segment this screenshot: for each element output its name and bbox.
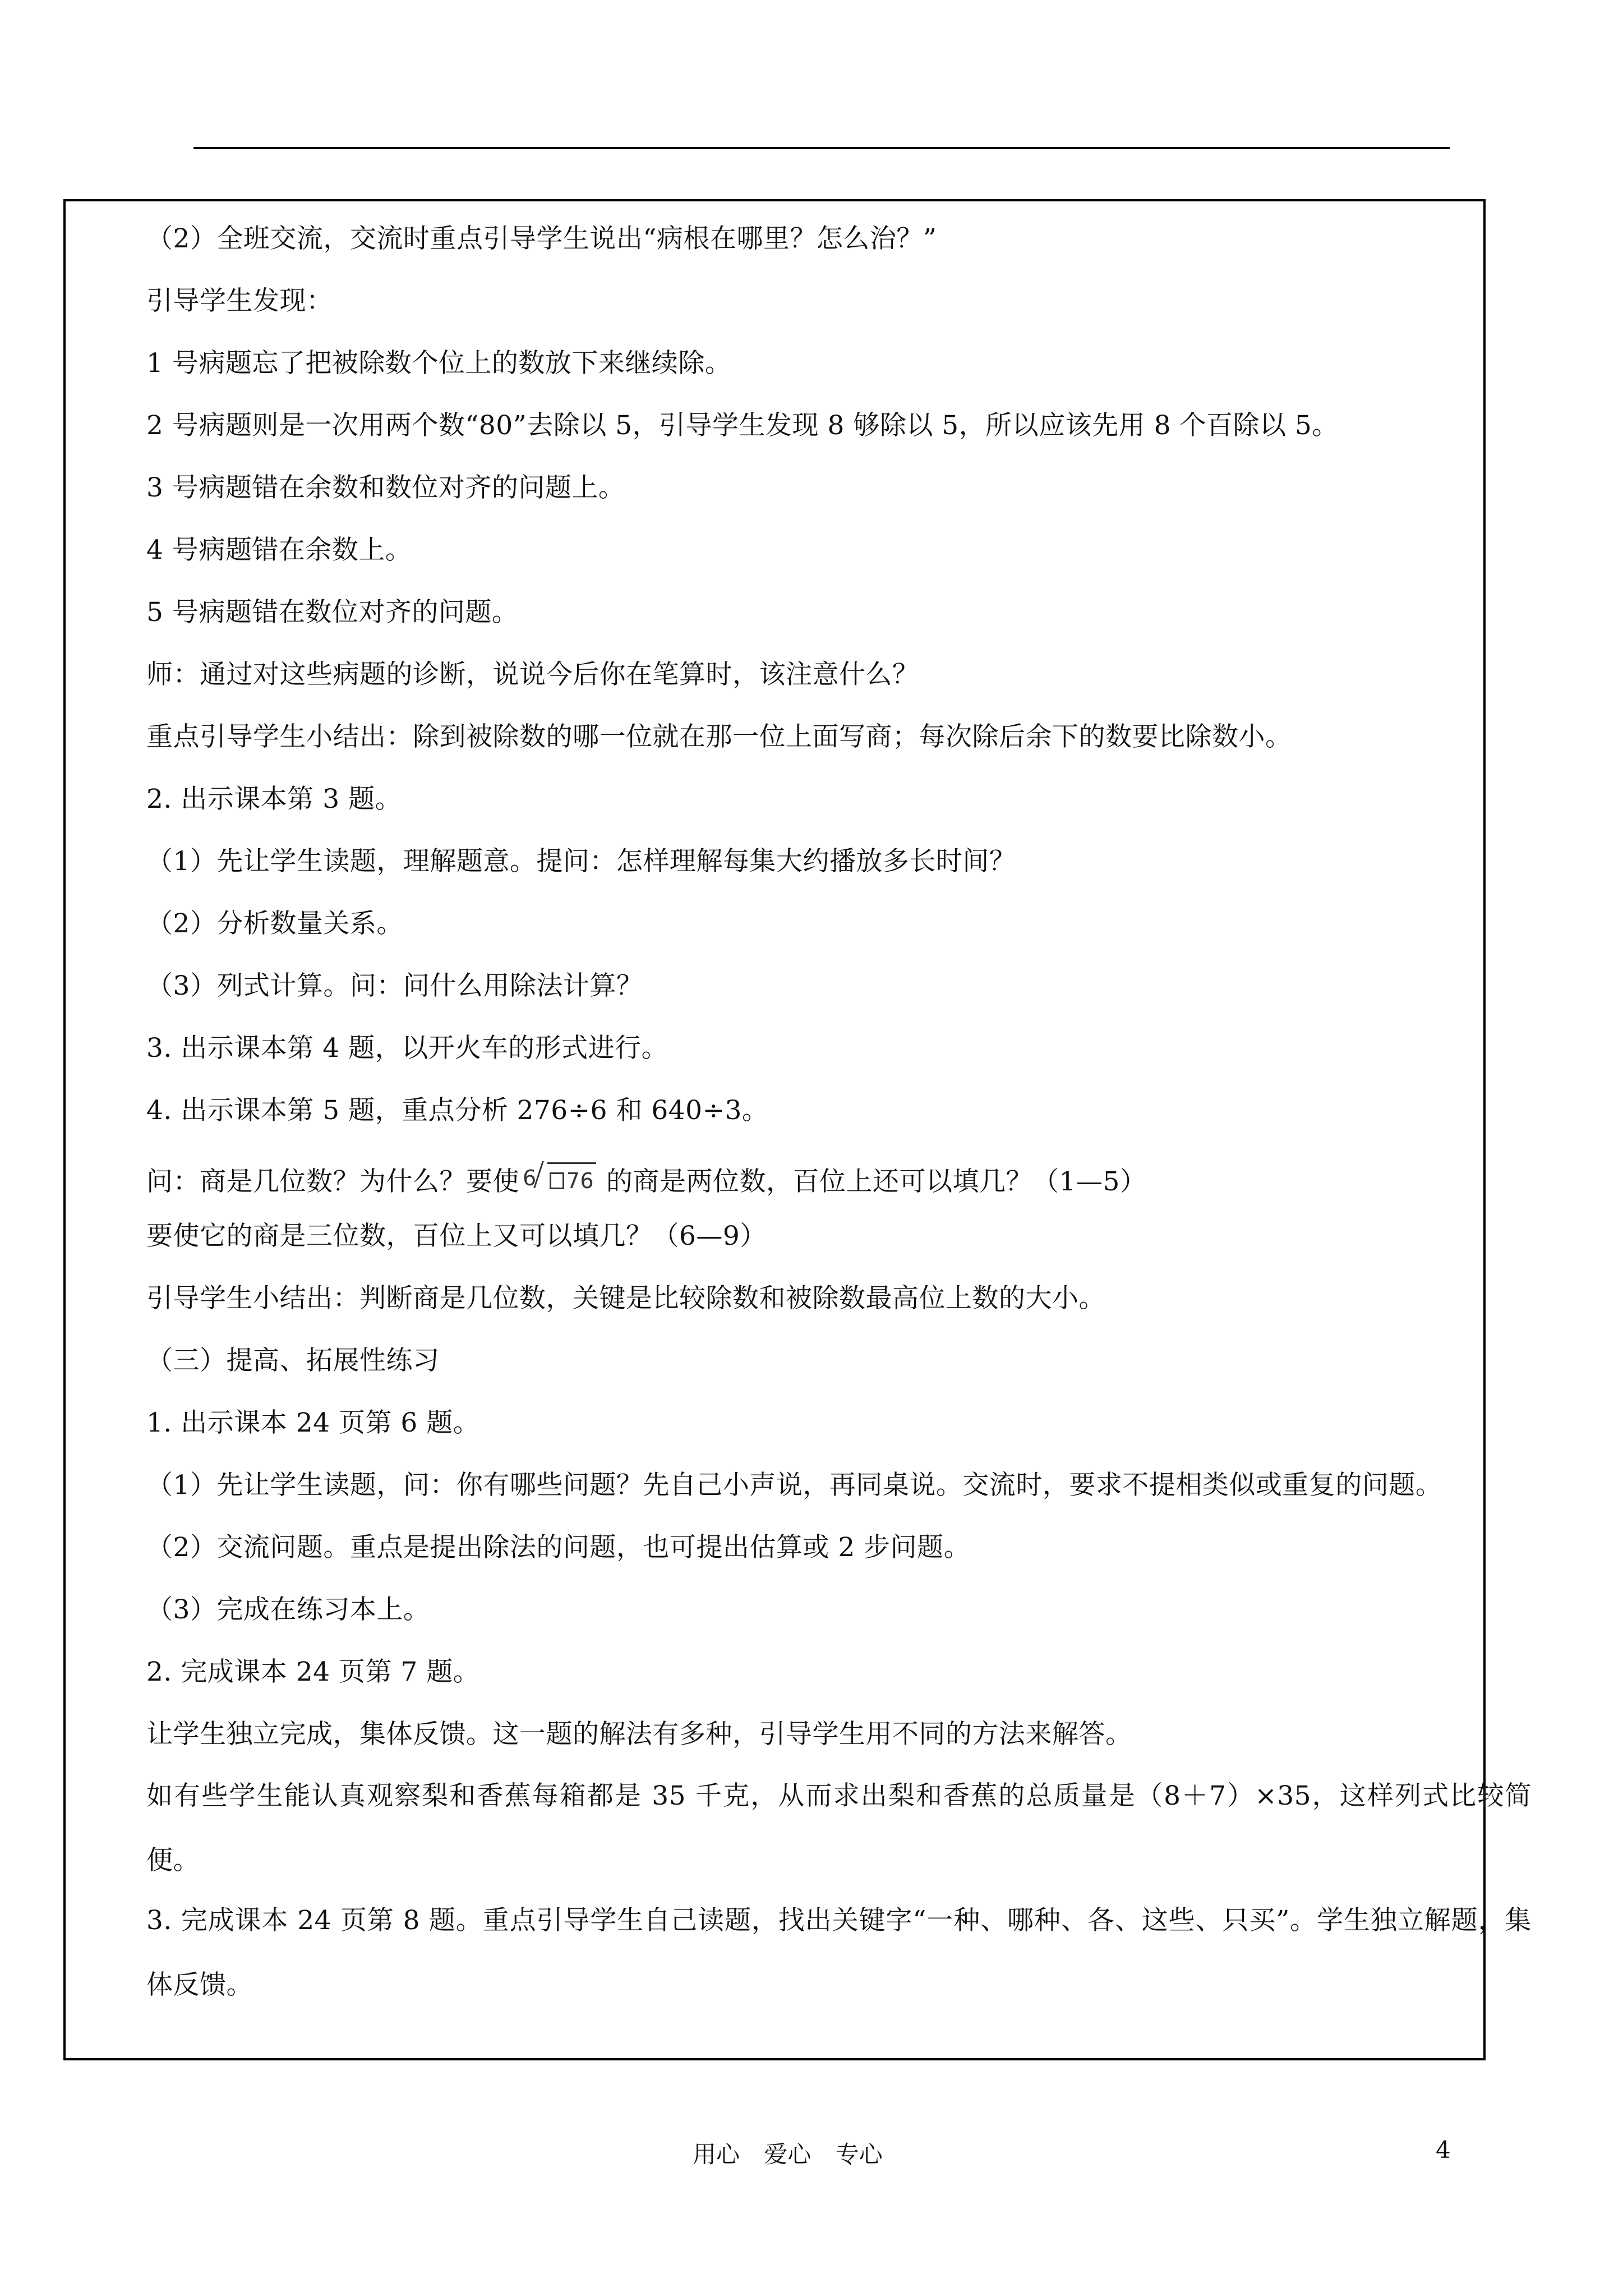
paragraph-summary-1: 重点引导学生小结出：除到被除数的哪一位就在那一位上面写商；每次除后余下的数要比除数小。 <box>146 721 1292 752</box>
footer-motto: 用心 爱心 专心 <box>693 2141 883 2168</box>
paragraph-exercise-4: 3. 出示课本第 4 题，以开火车的形式进行。 <box>146 1033 668 1064</box>
paragraph-error-5: 5 号病题错在数位对齐的问题。 <box>146 597 519 628</box>
paragraph-exercise-6: 1. 出示课本 24 页第 6 题。 <box>146 1407 480 1438</box>
paragraph-exercise-5: 4. 出示课本第 5 题，重点分析 276÷6 和 640÷3。 <box>146 1095 769 1126</box>
paragraph-teacher-question: 师：通过对这些病题的诊断，说说今后你在笔算时，该注意什么？ <box>146 659 919 690</box>
paragraph-exercise-8: 3. 完成课本 24 页第 8 题。重点引导学生自己读题，找出关键字“一种、哪种、各、这些、只买”。学生独立解题，集体反馈。 <box>146 1905 1532 2000</box>
content-frame <box>63 199 1532 2060</box>
header-rule <box>193 147 1450 149</box>
paragraph-independent: 让学生独立完成，集体反馈。这一题的解法有多种，引导学生用不同的方法来解答。 <box>146 1719 1132 1750</box>
dividend-digits: 76 <box>566 1168 594 1193</box>
paragraph-error-1: 1 号病题忘了把被除数个位上的数放下来继续除。 <box>146 348 732 379</box>
paragraph-analyze: （2）分析数量关系。 <box>146 908 403 939</box>
quotient-question-start: 问：商是几位数？为什么？要使 <box>146 1166 519 1197</box>
section-heading-extension: （三）提高、拓展性练习 <box>146 1345 440 1376</box>
paragraph-exchange-questions: （2）交流问题。重点是提出除法的问题，也可提出估算或 2 步问题。 <box>146 1532 971 1563</box>
dividend <box>547 1162 596 1198</box>
paragraph-class-discussion: （2）全班交流，交流时重点引导学生说出“病根在哪里？怎么治？” <box>146 223 937 254</box>
paragraph-exercise-3: 2. 出示课本第 3 题。 <box>146 784 402 815</box>
quotient-question-end: 的商是两位数，百位上还可以填几？（1—5） <box>606 1166 1147 1197</box>
paragraph-compute: （3）列式计算。问：问什么用除法计算？ <box>146 970 643 1001</box>
divisor-digit: 6 <box>523 1166 537 1190</box>
paragraph-guide-discover: 引导学生发现： <box>146 286 333 316</box>
paragraph-error-3: 3 号病题错在余数和数位对齐的问题上。 <box>146 472 625 503</box>
page-number: 4 <box>1436 2136 1451 2164</box>
long-division-symbol <box>523 1167 596 1203</box>
blank-box <box>550 1172 564 1189</box>
paragraph-summary-2: 引导学生小结出：判断商是几位数，关键是比较除数和被除数最高位上数的大小。 <box>146 1283 1105 1314</box>
paragraph-read-problem: （1）先让学生读题，理解题意。提问：怎样理解每集大约播放多长时间？ <box>146 846 1016 877</box>
paragraph-three-digit-quotient: 要使它的商是三位数，百位上又可以填几？（6—9） <box>146 1221 767 1251</box>
paragraph-error-2: 2 号病题则是一次用两个数“80”去除以 5，引导学生发现 8 够除以 5，所以应该先用 8 个百除以 5。 <box>146 410 1339 441</box>
paragraph-workbook: （3）完成在练习本上。 <box>146 1594 430 1625</box>
paragraph-exercise-7: 2. 完成课本 24 页第 7 题。 <box>146 1657 480 1687</box>
paragraph-pear-banana: 如有些学生能认真观察梨和香蕉每箱都是 35 千克，从而求出梨和香蕉的总质量是（8＋7）×35，这样列式比较简便。 <box>146 1780 1532 1876</box>
paragraph-ask-questions: （1）先让学生读题，问：你有哪些问题？先自己小声说，再同桌说。交流时，要求不提相类似或重复的问题。 <box>146 1470 1442 1501</box>
paragraph-quotient-digits <box>146 1165 1146 1203</box>
paragraph-error-4: 4 号病题错在余数上。 <box>146 535 412 565</box>
